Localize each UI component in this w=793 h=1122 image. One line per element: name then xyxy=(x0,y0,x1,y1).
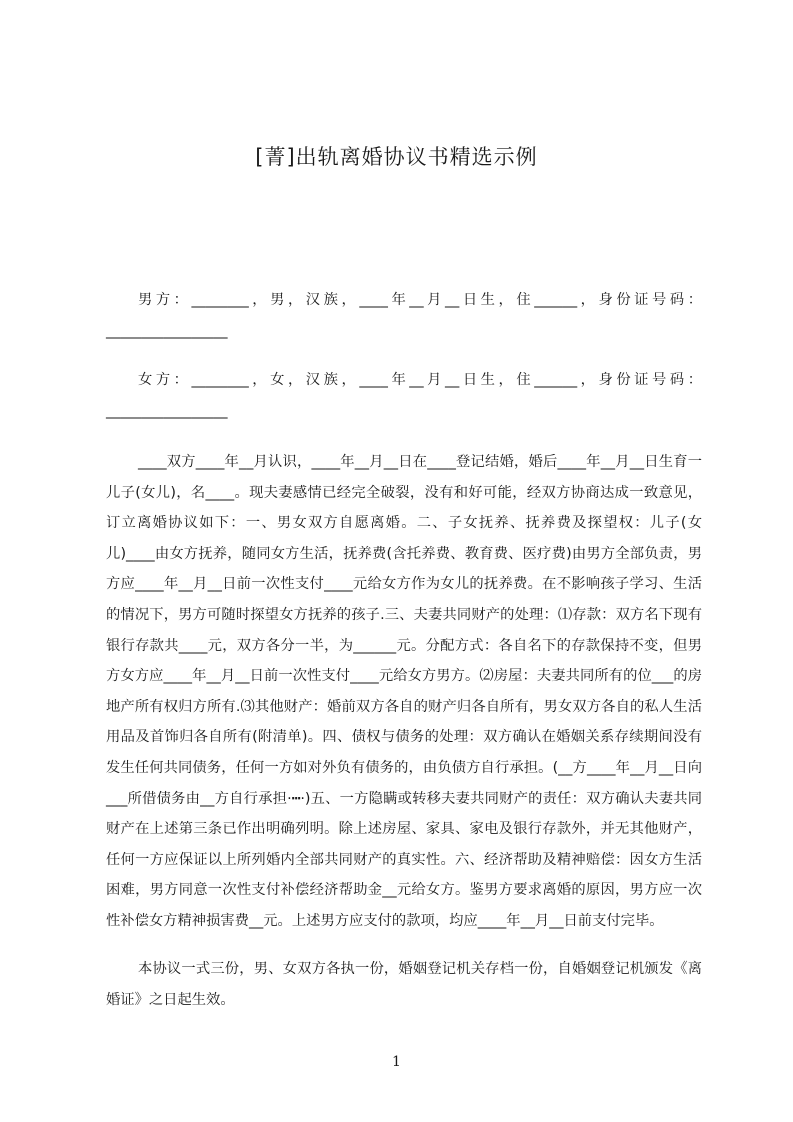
document-title: [菁]出轨离婚协议书精选示例 xyxy=(255,145,538,169)
page-number: 1 xyxy=(392,1054,401,1070)
copies-clause-paragraph: 本协议一式三份，男、女双方各执一份，婚姻登记机关存档一份，自婚姻登记机颁发《离婚证》之日起生效。 xyxy=(106,961,702,1008)
female-party-paragraph: 女方：________，女，汉族，____年__月__日生，住______，身份证号码：_________________ xyxy=(106,372,702,419)
male-party-paragraph: 男方：________，男，汉族，____年__月__日生，住______，身份证号码：_________________ xyxy=(106,292,702,339)
agreement-body-paragraph: ____双方____年__月认识，____年__月__日在____登记结婚，婚后____年__月__日生育一儿子(女儿)，名____。现夫妻感情已经完全破裂，没有和好可能，经双方协商达成一致意见，订立离婚协议如下：一、男女双方自愿离婚。二、子女抚养、抚养费及探望权：儿子(女儿)____由女方抚养，随同女方生活，抚养费(含托养费、教育费、医疗费)由男方全部负责，男方应____年__月__日前一次性支付____元给女方作为女儿的抚养费。在不影响孩子学习、生活的情况下，男方可随时探望女方抚养的孩子.三、夫妻共同财产的处理：⑴存款：双方名下现有银行存款共____元，双方各分一半，为______元。分配方式：各自名下的存款保持不变，但男方女方应____年__月__日前一次性支付____元给女方男方。⑵房屋：夫妻共同所有的位___的房地产所有权归方所有.⑶其他财产：婚前双方各自的财产归各自所有，男女双方各自的私人生活用品及首饰归各自所有(附清单)。四、债权与债务的处理：双方确认在婚姻关系存续期间没有发生任何共同债务，任何一方如对外负有债务的，由负债方自行承担。(__方____年__月__日向___所借债务由__方自行承担·┅·)五、一方隐瞒或转移夫妻共同财产的责任：双方确认夫妻共同财产在上述第三条已作出明确列明。除上述房屋、家具、家电及银行存款外，并无其他财产，任何一方应保证以上所列婚内全部共同财产的真实性。六、经济帮助及精神赔偿：因女方生活困难，男方同意一次性支付补偿经济帮助金__元给女方。鉴男方要求离婚的原因，男方应一次性补偿女方精神损害费__元。上述男方应支付的款项，均应____年__月__日前支付完毕。 xyxy=(106,454,702,929)
